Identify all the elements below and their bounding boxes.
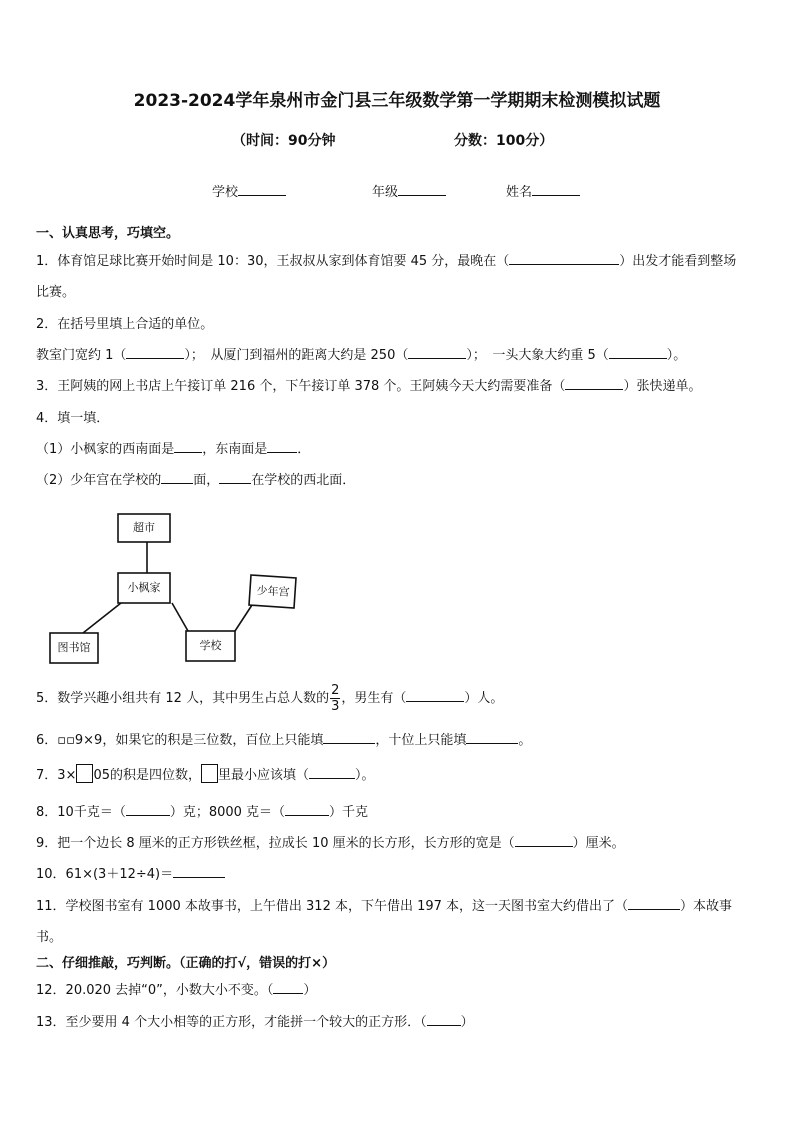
name-field (506, 181, 580, 200)
q1-text-a: 1．体育馆足球比赛开始时间是 10：30，王叔叔从家到体育馆要 45 分，最晚在（ (36, 254, 510, 269)
q1-text-b: ）出发才能看到整场 (619, 254, 737, 269)
question-4: 4．填一填． (36, 411, 110, 426)
q12-text-b: ） (303, 983, 317, 998)
q9-blank[interactable] (515, 834, 573, 847)
q6-blank-1[interactable] (323, 731, 375, 744)
q3-blank[interactable] (565, 377, 623, 390)
q2-blank-3[interactable] (609, 346, 667, 359)
q10-text: 10．61×(3＋12÷4)＝ (36, 867, 174, 882)
grade-label: 年级 (372, 185, 399, 200)
q4-2-text-c: 在学校的西北面． (251, 473, 356, 488)
school-blank[interactable] (238, 183, 286, 196)
time-label: （时间：90分钟 (232, 133, 336, 149)
map-school-label: 学校 (199, 639, 222, 652)
map-youth-palace-label: 少年宫 (256, 584, 290, 599)
q4-1-text-c: ． (297, 442, 311, 457)
q6-text-c: 。 (518, 733, 532, 748)
q7-text-a: 7．3× (36, 768, 77, 783)
q5-text-b: ，男生有（ (341, 691, 407, 706)
q7-text-d: ）。 (355, 768, 375, 783)
map-library-label: 图书馆 (57, 641, 91, 654)
q2-text-2: ）； 从厦门到福州的距离大约是 250（ (184, 348, 409, 363)
q5-blank[interactable] (406, 689, 464, 702)
q8-text-b: ）克；8000 克＝（ (169, 805, 286, 820)
q4-2-blank-2[interactable] (219, 471, 251, 484)
question-10 (36, 863, 225, 882)
q8-blank-2[interactable] (285, 803, 329, 816)
fraction-two-thirds (330, 683, 340, 714)
question-4-1 (36, 438, 310, 457)
q11-text-a: 11．学校图书室有 1000 本故事书，上午借出 312 本，下午借出 197 本，这一天图书室大约借出了（ (36, 899, 629, 914)
q3-text-b: ）张快递单。 (623, 379, 702, 394)
q7-blank[interactable] (309, 766, 355, 779)
q6-blank-2[interactable] (466, 731, 518, 744)
q7-digit-box[interactable] (76, 764, 93, 783)
question-9 (36, 832, 625, 851)
question-12 (36, 979, 316, 998)
fraction-numerator: 2 (331, 683, 340, 698)
q4-1-blank-1[interactable] (174, 440, 202, 453)
score-label: 分数：100分） (454, 133, 554, 149)
map-supermarket-label: 超市 (133, 521, 155, 534)
question-7 (36, 764, 375, 783)
q2-blank-2[interactable] (408, 346, 466, 359)
q4-2-text-a: （2）少年宫在学校的 (36, 473, 162, 488)
page-title: 2023-2024学年泉州市金门县三年级数学第一学期期末检测模拟试题 (133, 91, 661, 111)
question-5 (36, 683, 503, 714)
q12-blank[interactable] (273, 981, 303, 994)
q5-text-a: 5．数学兴趣小组共有 12 人，其中男生占总人数的 (36, 691, 330, 706)
q6-text-a: 6．▫▫9×9，如果它的积是三位数，百位上只能填 (36, 733, 324, 748)
q4-2-blank-1[interactable] (161, 471, 193, 484)
question-2: 2．在括号里填上合适的单位。 (36, 317, 214, 332)
q1-blank[interactable] (509, 252, 619, 265)
q7-digit-box-reference (201, 764, 218, 783)
question-6 (36, 729, 531, 748)
fraction-denominator: 3 (331, 699, 340, 714)
q9-text-a: 9．把一个边长 8 厘米的正方形铁丝框，拉成长 10 厘米的长方形，长方形的宽是（ (36, 836, 515, 851)
q5-text-c: ）人。 (464, 691, 504, 706)
name-label: 姓名 (506, 185, 533, 200)
name-blank[interactable] (532, 183, 580, 196)
grade-field (372, 181, 446, 200)
q10-blank[interactable] (173, 865, 225, 878)
q3-text-a: 3．王阿姨的网上书店上午接订单 216 个，下午接订单 378 个。王阿姨今天大约需要准备（ (36, 379, 566, 394)
q7-text-b: 05的积是四位数， (93, 768, 201, 783)
question-8 (36, 801, 368, 820)
location-map (40, 505, 320, 675)
q4-2-text-b: 面， (193, 473, 220, 488)
school-label: 学校 (212, 185, 239, 200)
question-3 (36, 375, 701, 394)
q1-text-line2: 比赛。 (36, 285, 76, 300)
section2-heading: 二、仔细推敲，巧判断。（正确的打√，错误的打×） (36, 956, 336, 971)
question-13 (36, 1011, 474, 1030)
q2-text-3: ）； 一头大象大约重 5（ (466, 348, 609, 363)
q8-blank-1[interactable] (126, 803, 170, 816)
q13-blank[interactable] (427, 1013, 461, 1026)
map-home-label: 小枫家 (127, 581, 161, 594)
question-2-items (36, 344, 686, 363)
q7-text-c: 里最小应该填（ (217, 768, 309, 783)
section1-heading: 一、认真思考，巧填空。 (36, 226, 180, 241)
question-4-2 (36, 469, 355, 488)
q11-text-line2: 书。 (36, 930, 63, 945)
q2-text-1: 教室门宽约 1（ (36, 348, 127, 363)
q2-text-4: ）。 (666, 348, 687, 363)
q4-1-text-b: ，东南面是 (202, 442, 268, 457)
q13-text-a: 13．至少要用 4 个大小相等的正方形，才能拼一个较大的正方形．（ (36, 1015, 427, 1030)
q6-text-b: ，十位上只能填 (375, 733, 467, 748)
question-1 (36, 250, 736, 269)
q11-blank[interactable] (628, 897, 680, 910)
q12-text-a: 12．20.020 去掉“0”，小数大小不变。（ (36, 983, 274, 998)
q4-1-text-a: （1）小枫家的西南面是 (36, 442, 175, 457)
q2-blank-1[interactable] (126, 346, 184, 359)
school-field (212, 181, 286, 200)
grade-blank[interactable] (398, 183, 446, 196)
q8-text-a: 8．10千克＝（ (36, 805, 126, 820)
q8-text-c: ）千克 (329, 805, 369, 820)
q9-text-b: ）厘米。 (572, 836, 625, 851)
question-11 (36, 895, 732, 914)
q13-text-b: ） (460, 1015, 474, 1030)
q4-1-blank-2[interactable] (267, 440, 297, 453)
q11-text-b: ）本故事 (680, 899, 733, 914)
